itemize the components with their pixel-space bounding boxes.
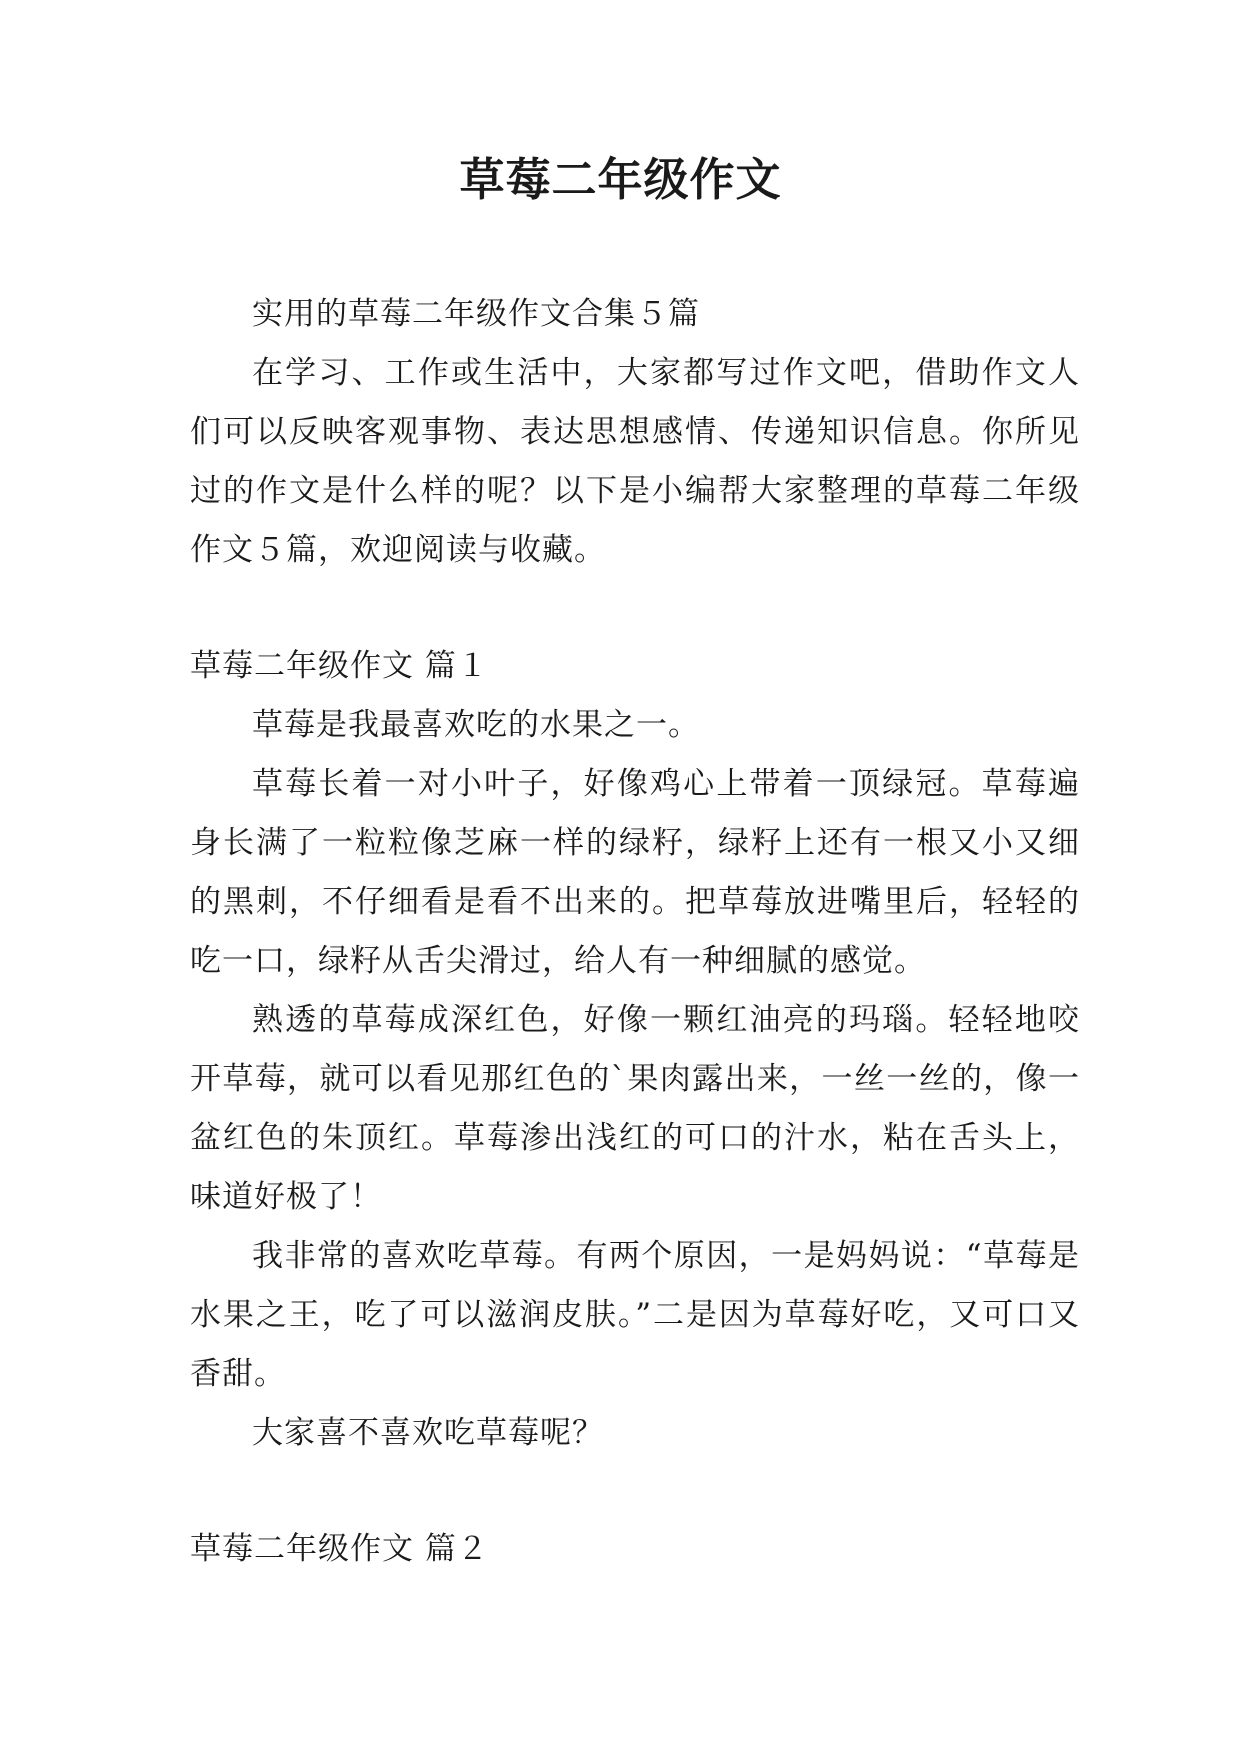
section-spacer — [190, 580, 1080, 637]
document-body — [190, 285, 1080, 1579]
section-1-paragraph: 草莓长着一对小叶子，好像鸡心上带着一顶绿冠。草莓遍身长满了一粒粒像芝麻一样的绿籽，绿籽上还有一根又小又细的黑刺，不仔细看是看不出来的。把草莓放进嘴里后，轻轻的吃一口，绿籽从舌尖滑过，给人有一种细腻的感觉。 — [190, 766, 1080, 979]
document-title: 草莓二年级作文 — [459, 153, 782, 206]
section-1-paragraph: 熟透的草莓成深红色，好像一颗红油亮的玛瑙。轻轻地咬开草莓，就可以看见那红色的`果肉露出来，一丝一丝的，像一盆红色的朱顶红。草莓渗出浅红的可口的汁水，粘在舌头上，味道好极了！ — [190, 1002, 1080, 1215]
section-2-heading: 草莓二年级作文 篇２ — [190, 1531, 489, 1567]
section-1-paragraph: 大家喜不喜欢吃草莓呢？ — [252, 1415, 604, 1451]
section-1-paragraph: 我非常的喜欢吃草莓。有两个原因，一是妈妈说：“草莓是水果之王，吃了可以滋润皮肤。”二是因为草莓好吃，又可口又香甜。 — [190, 1238, 1080, 1392]
section-spacer — [190, 1463, 1080, 1520]
section-1-heading: 草莓二年级作文 篇１ — [190, 648, 489, 684]
section-1-paragraph: 草莓是我最喜欢吃的水果之一。 — [252, 707, 700, 743]
intro-subtitle: 实用的草莓二年级作文合集５篇 — [252, 296, 700, 332]
intro-paragraph: 在学习、工作或生活中，大家都写过作文吧，借助作文人们可以反映客观事物、表达思想感情、传递知识信息。你所见过的作文是什么样的呢？以下是小编帮大家整理的草莓二年级作文５篇，欢迎阅读与收藏。 — [190, 355, 1080, 568]
